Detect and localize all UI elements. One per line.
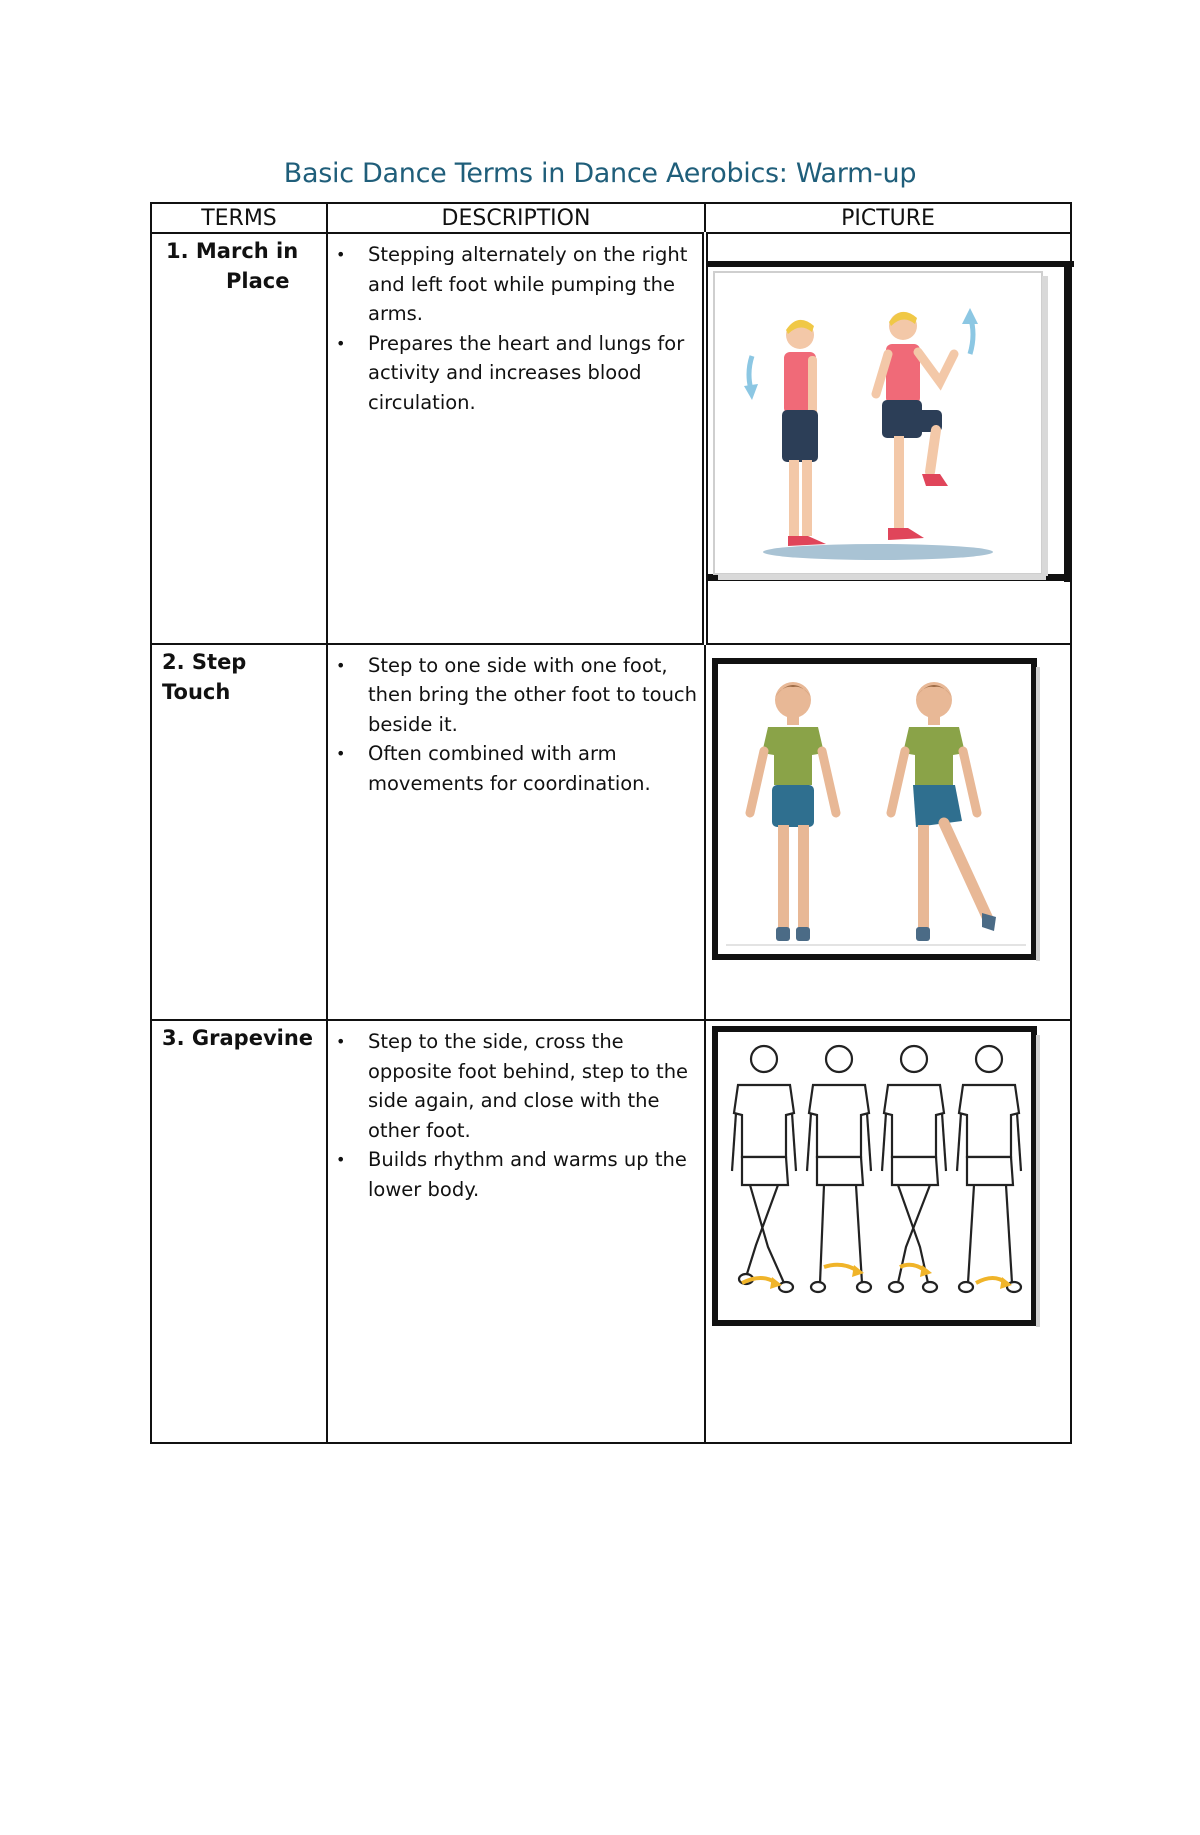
term-name: 2. Step Touch [162, 649, 247, 704]
table-row [151, 644, 1071, 1021]
description-cell [327, 233, 705, 644]
march-in-place-illustration [708, 234, 1074, 642]
term-name-cont: Place [226, 269, 290, 294]
header-terms: TERMS [151, 203, 327, 233]
picture-cell [705, 233, 1071, 644]
term-cell [151, 644, 327, 1021]
table-row [151, 233, 1071, 644]
table-header-row [151, 203, 1071, 233]
description-list [328, 645, 704, 799]
description-cell [327, 1020, 705, 1443]
picture-cell [705, 1020, 1071, 1443]
list-item: • Stepping alternately on the right and left foot while pumping the arms. [328, 240, 696, 329]
description-list [328, 234, 702, 417]
grapevine-illustration [706, 1021, 1072, 1441]
list-item: • Builds rhythm and warms up the lower body. [328, 1145, 698, 1204]
description-cell [327, 644, 705, 1021]
picture-cell [705, 644, 1071, 1021]
list-item: • Prepares the heart and lungs for activity and increases blood circulation. [328, 329, 696, 418]
term-name: 3. Grapevine [162, 1026, 314, 1051]
list-item: • Often combined with arm movements for coordination. [328, 739, 698, 798]
term-cell [151, 1020, 327, 1443]
page-title: Basic Dance Terms in Dance Aerobics: Warm-up [283, 158, 917, 189]
list-item: • Step to one side with one foot, then bring the other foot to touch beside it. [328, 651, 698, 740]
header-picture: PICTURE [705, 203, 1071, 233]
header-description: DESCRIPTION [327, 203, 705, 233]
description-list [328, 1021, 704, 1204]
step-touch-illustration [706, 645, 1072, 1019]
list-item: • Step to the side, cross the opposite foot behind, step to the side again, and close with the other foot. [328, 1027, 698, 1145]
term-name: 1. March in [166, 239, 299, 264]
term-cell [151, 233, 327, 644]
dance-terms-table [150, 202, 1072, 1444]
table-row [151, 1020, 1071, 1443]
